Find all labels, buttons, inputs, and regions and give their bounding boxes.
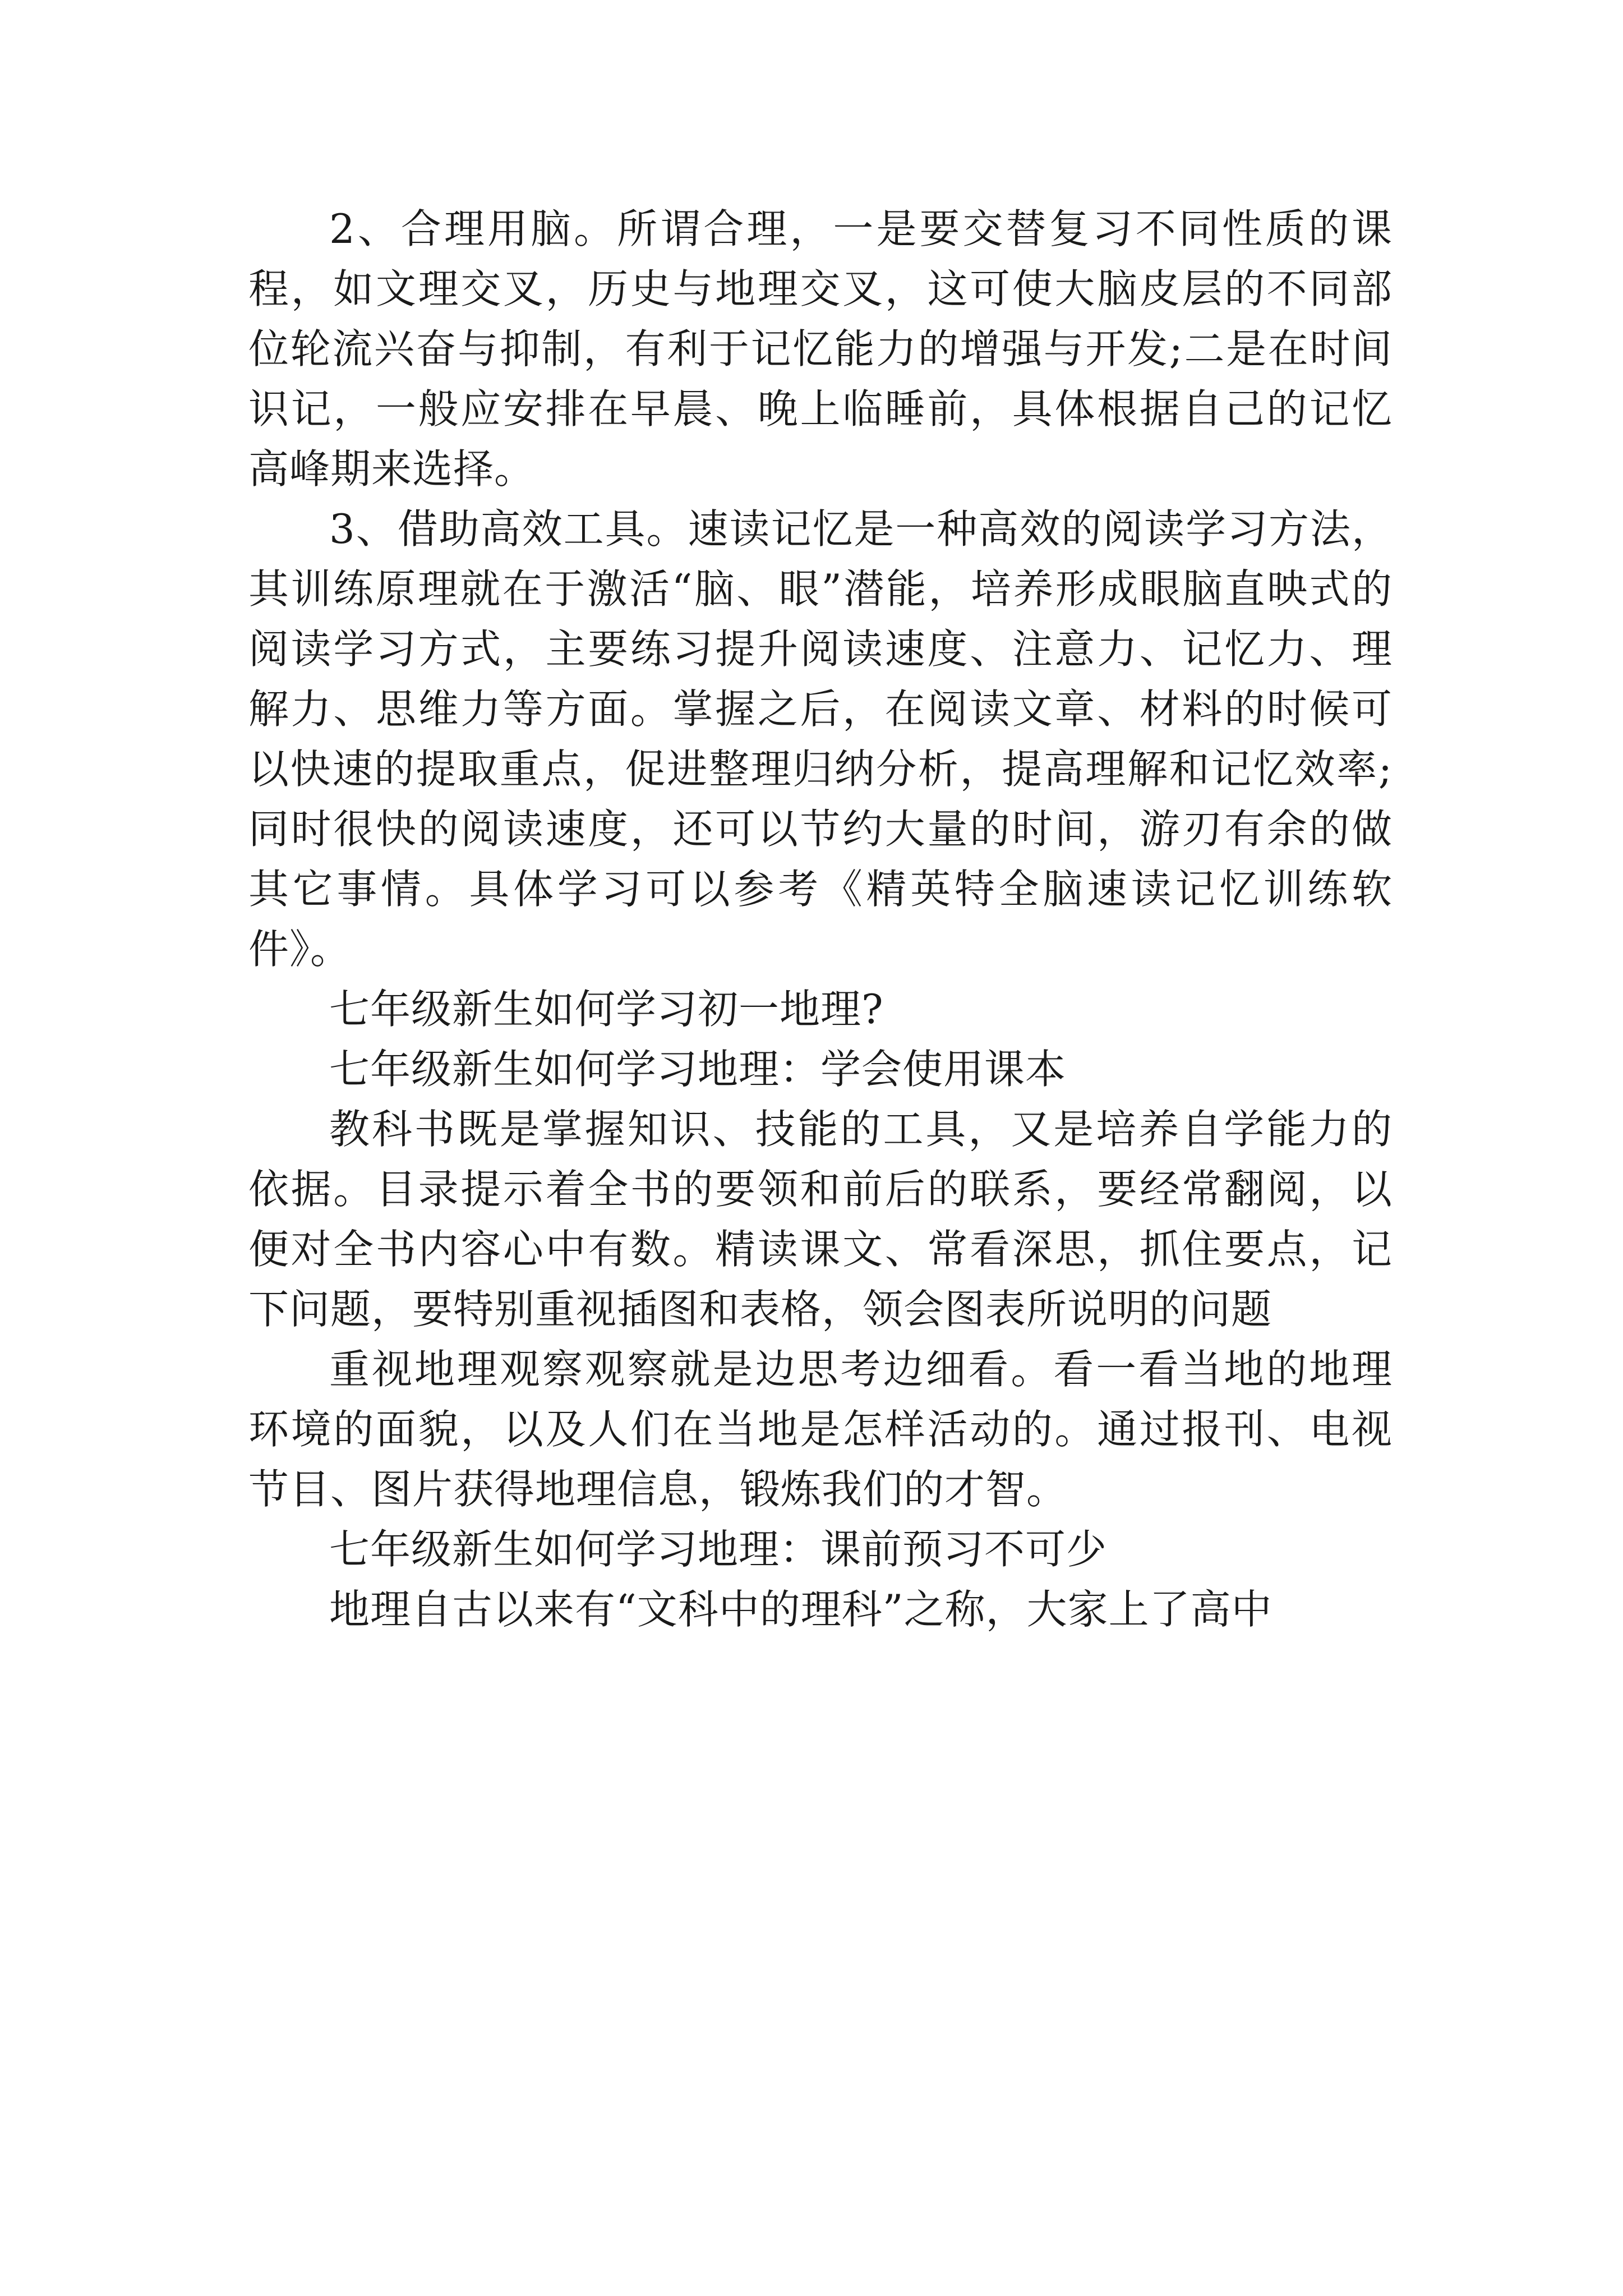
- section-heading-use-textbook: 七年级新生如何学习地理：学会使用课本: [329, 1046, 1067, 1093]
- paragraph-observation: 重视地理观察观察就是边思考边细看。看一看当地的地理环境的面貌，以及人们在当地是怎样活动的。通过报刊、电视节目、图片获得地理信息，锻炼我们的才智。: [248, 1346, 1393, 1513]
- paragraph-efficient-tools: 3、借助高效工具。速读记忆是一种高效的阅读学习方法，其训练原理就在于激活“脑、眼”潜能，培养形成眼脑直映式的阅读学习方式，主要练习提升阅读速度、注意力、记忆力、理解力、思维力等方面。掌握之后，在阅读文章、材料的时候可以快速的提取重点，促进整理归纳分析，提高理解和记忆效率;同时很快的阅读速度，还可以节约大量的时间，游刃有余的做其它事情。具体学习可以参考《精英特全脑速读记忆训练软件》。: [248, 505, 1393, 973]
- paragraph-rational-brain-use: 2、合理用脑。所谓合理，一是要交替复习不同性质的课程，如文理交叉，历史与地理交叉，这可使大脑皮层的不同部位轮流兴奋与抑制，有利于记忆能力的增强与开发;二是在时间识记，一般应安排在早晨、晚上临睡前，具体根据自己的记忆高峰期来选择。: [248, 205, 1393, 493]
- paragraph-geography-intro: 地理自古以来有“文科中的理科”之称，大家上了高中: [329, 1586, 1272, 1633]
- document-body: [248, 199, 1393, 1640]
- paragraph-textbook: 教科书既是掌握知识、技能的工具，又是培养自学能力的依据。目录提示着全书的要领和前后的联系，要经常翻阅，以便对全书内容心中有数。精读课文、常看深思，抓住要点，记下问题，要特别重视插图和表格，领会图表所说明的问题: [248, 1106, 1393, 1333]
- section-heading-how-to-learn: 七年级新生如何学习初一地理?: [329, 986, 884, 1033]
- section-heading-preview: 七年级新生如何学习地理：课前预习不可少: [329, 1526, 1108, 1573]
